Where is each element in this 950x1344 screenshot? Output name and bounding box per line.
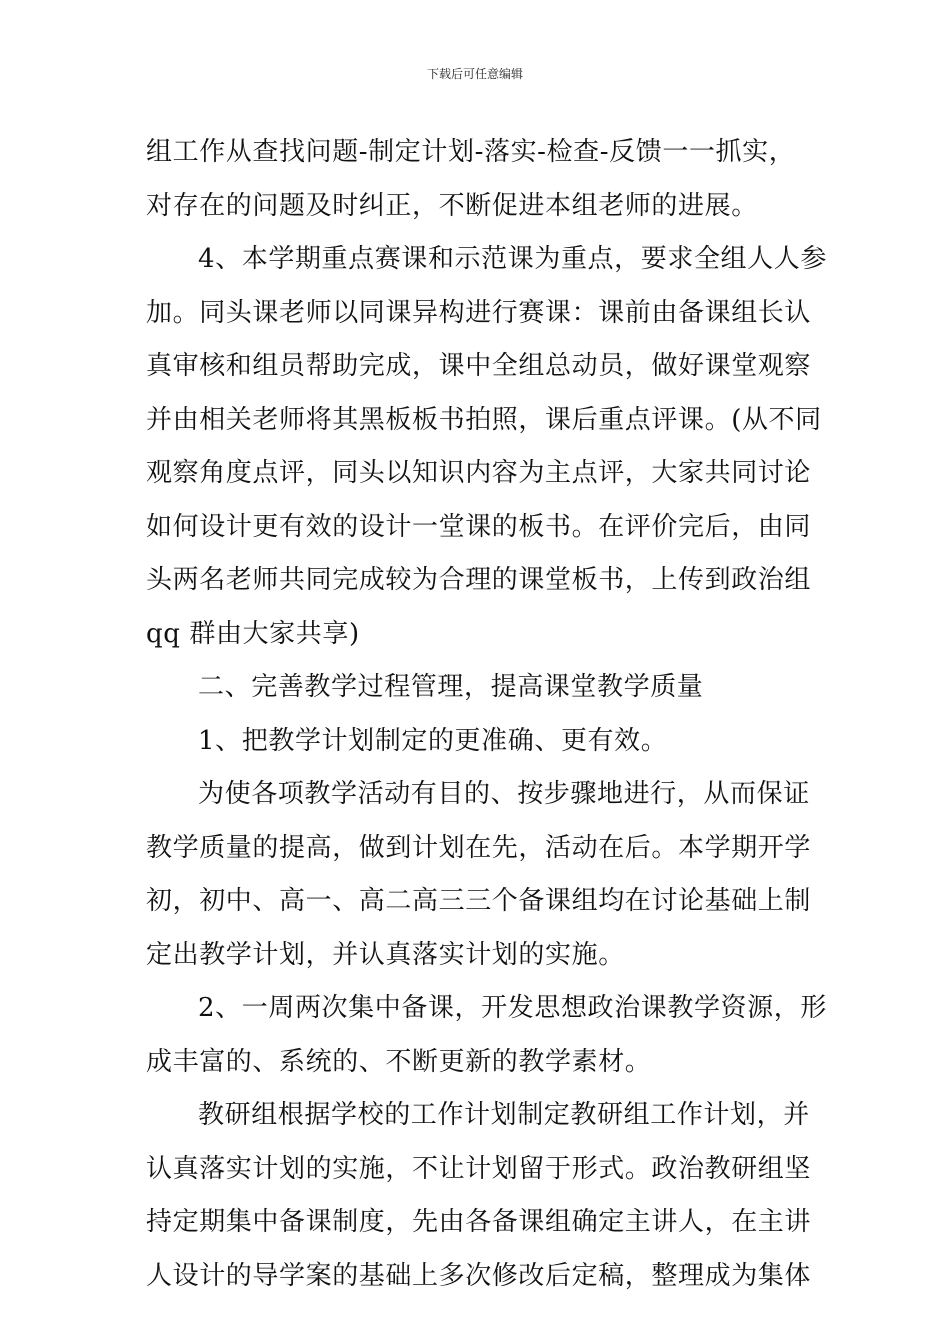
text-line: 对存在的问题及时纠正，不断促进本组老师的进展。	[146, 190, 758, 221]
text-line: 加。同头课老师以同课异构进行赛课：课前由备课组长认	[146, 297, 812, 328]
document-body	[146, 126, 827, 1303]
text-line: 4、本学期重点赛课和示范课为重点，要求全组人人参	[198, 244, 827, 274]
text-line: 1、把教学计划制定的更准确、更有效。	[198, 725, 668, 756]
text-line: qq 群由大家共享)	[146, 618, 360, 649]
text-line: 如何设计更有效的设计一堂课的板书。在评价完后，由同	[146, 511, 812, 542]
text-line: 为使各项教学活动有目的、按步骤地进行，从而保证	[198, 779, 810, 809]
text-line: 并由相关老师将其黑板板书拍照，课后重点评课。(从不同	[146, 404, 822, 435]
text-line: 二、完善教学过程管理，提高课堂教学质量	[198, 672, 704, 702]
text-line: 认真落实计划的实施，不让计划留于形式。政治教研组坚	[146, 1153, 812, 1184]
text-line: 成丰富的、系统的、不断更新的教学素材。	[146, 1046, 652, 1077]
text-line: 定出教学计划，并认真落实计划的实施。	[146, 939, 625, 970]
text-line: 持定期集中备课制度，先由各备课组确定主讲人，在主讲	[146, 1207, 812, 1237]
text-line: 真审核和组员帮助完成，课中全组总动员，做好课堂观察	[146, 351, 812, 381]
text-line: 头两名老师共同完成较为合理的课堂板书，上传到政治组	[146, 565, 812, 595]
text-line: 观察角度点评，同头以知识内容为主点评，大家共同讨论	[146, 458, 812, 488]
text-line: 组工作从查找问题-制定计划-落实-检查-反馈一一抓实，	[146, 137, 796, 167]
page-header: 下载后可任意编辑	[426, 67, 523, 81]
text-line: 教研组根据学校的工作计划制定教研组工作计划，并	[198, 1100, 810, 1130]
text-line: 教学质量的提高，做到计划在先，活动在后。本学期开学	[146, 832, 812, 863]
text-line: 2、一周两次集中备课，开发思想政治课教学资源，形	[198, 993, 827, 1023]
text-line: 人设计的导学案的基础上多次修改后定稿，整理成为集体	[146, 1260, 812, 1291]
text-line: 初，初中、高一、高二高三三个备课组均在讨论基础上制	[146, 886, 812, 916]
